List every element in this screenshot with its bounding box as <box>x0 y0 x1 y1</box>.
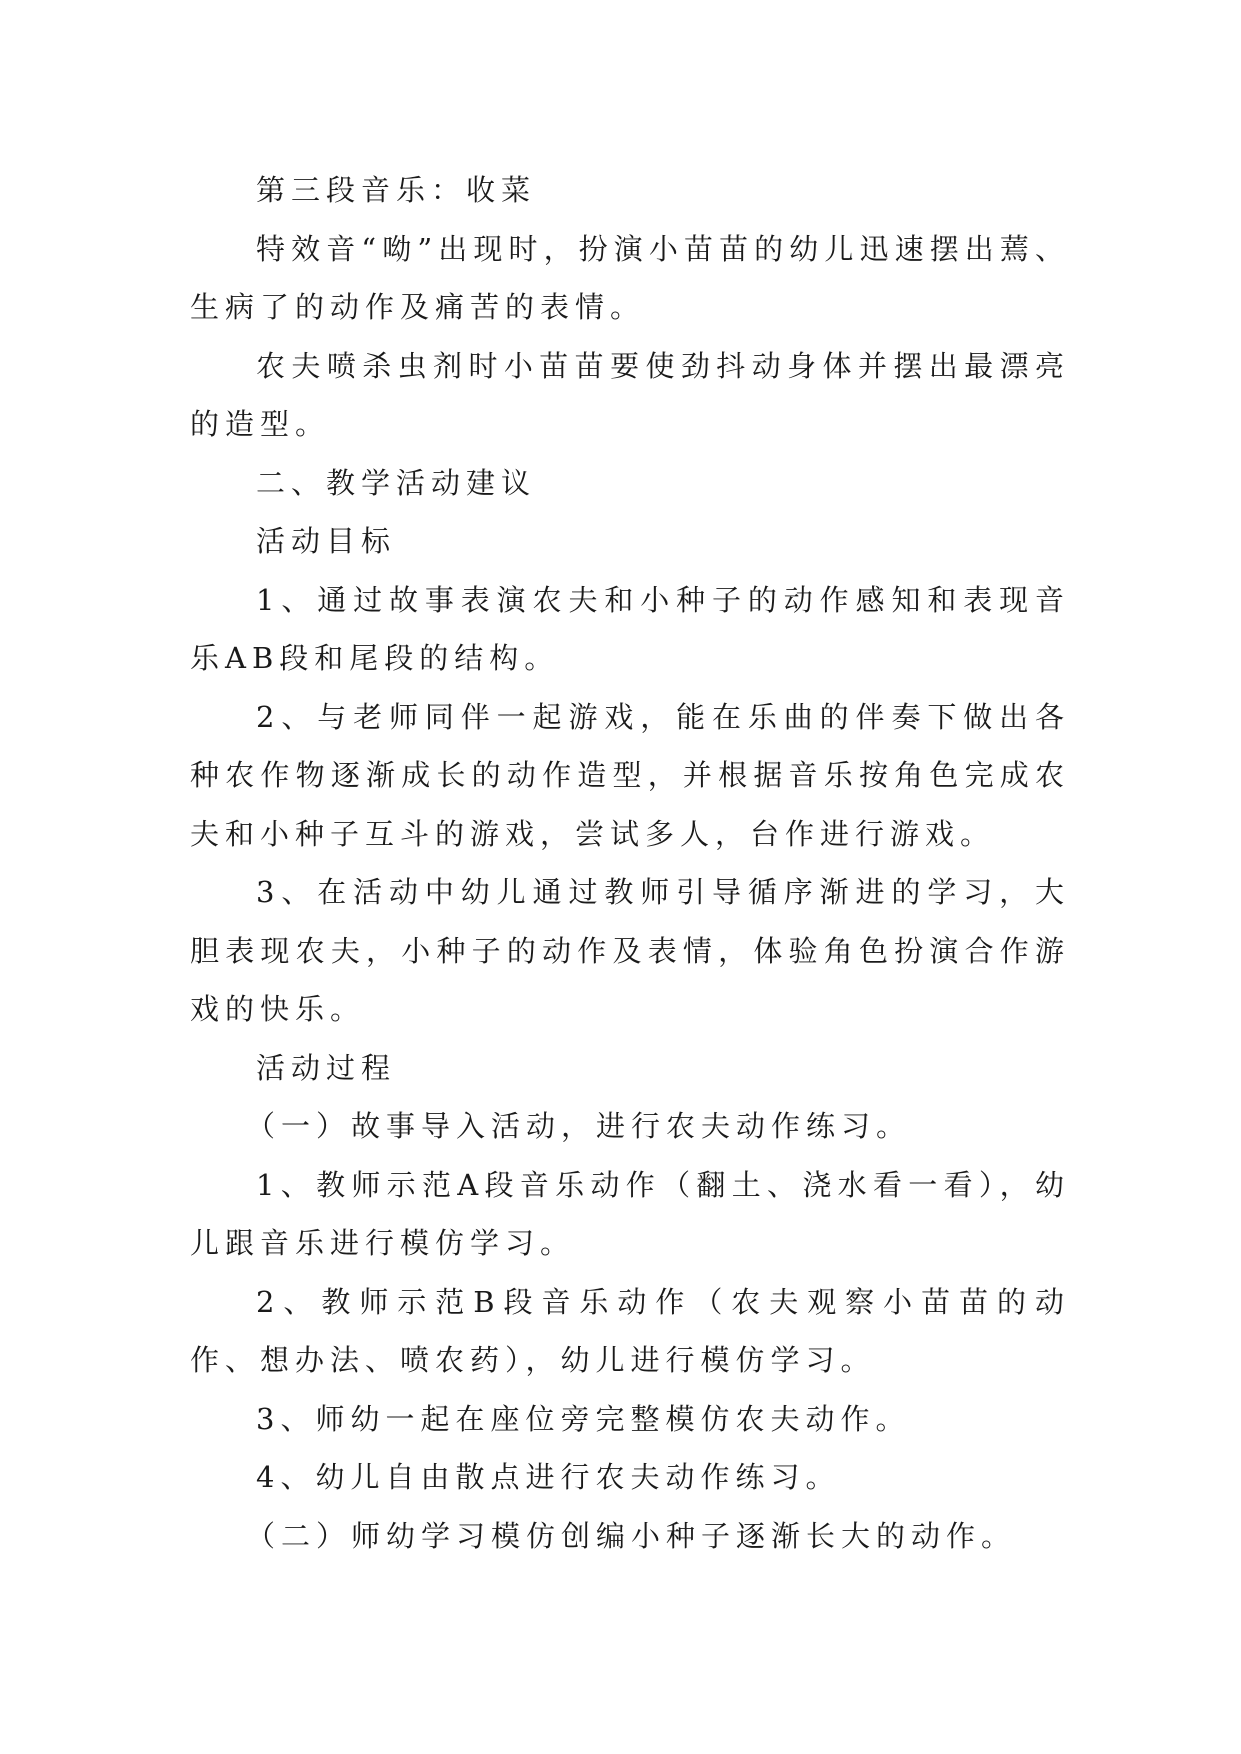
document-page <box>190 161 1070 1565</box>
heading-teaching-suggestions: 二、教学活动建议 <box>256 465 537 500</box>
heading-activity-process: 活动过程 <box>256 1050 397 1085</box>
paragraph-sound-effect: 特效音“呦”出现时，扮演小苗苗的幼儿迅速摆出蔫、生病了的动作及痛苦的表情。 <box>190 231 1070 324</box>
paragraph-step-2-heading: （二）师幼学习模仿创编小种子逐渐长大的动作。 <box>246 1518 1017 1553</box>
heading-activity-goals: 活动目标 <box>256 524 397 558</box>
paragraph-goal-1: 1、通过故事表演农夫和小种子的动作感知和表现音乐AB段和尾段的结构。 <box>190 582 1070 675</box>
paragraph-step-1-1: 1、教师示范A段音乐动作（翻土、浇水看一看），幼儿跟音乐进行模仿学习。 <box>190 1167 1070 1260</box>
paragraph-goal-2: 2、与老师同伴一起游戏，能在乐曲的伴奏下做出各种农作物逐渐成长的动作造型，并根据音乐按角色完成农夫和小种子互斗的游戏，尝试多人，台作进行游戏。 <box>190 699 1070 851</box>
paragraph-music-section-3: 第三段音乐：收菜 <box>256 173 537 207</box>
paragraph-goal-3: 3、在活动中幼儿通过教师引导循序渐进的学习，大胆表现农夫，小种子的动作及表情，体验角色扮演合作游戏的快乐。 <box>190 875 1070 1026</box>
paragraph-step-1-heading: （一）故事导入活动，进行农夫动作练习。 <box>246 1109 912 1143</box>
paragraph-step-1-2: 2、教师示范B段音乐动作（农夫观察小苗苗的动作、想办法、喷农药），幼儿进行模仿学习。 <box>190 1284 1070 1377</box>
paragraph-step-1-3: 3、师幼一起在座位旁完整模仿农夫动作。 <box>256 1401 911 1436</box>
paragraph-step-1-4: 4、幼儿自由散点进行农夫动作练习。 <box>256 1460 841 1494</box>
paragraph-pesticide: 农夫喷杀虫剂时小苗苗要使劲抖动身体并摆出最漂亮的造型。 <box>190 348 1070 441</box>
